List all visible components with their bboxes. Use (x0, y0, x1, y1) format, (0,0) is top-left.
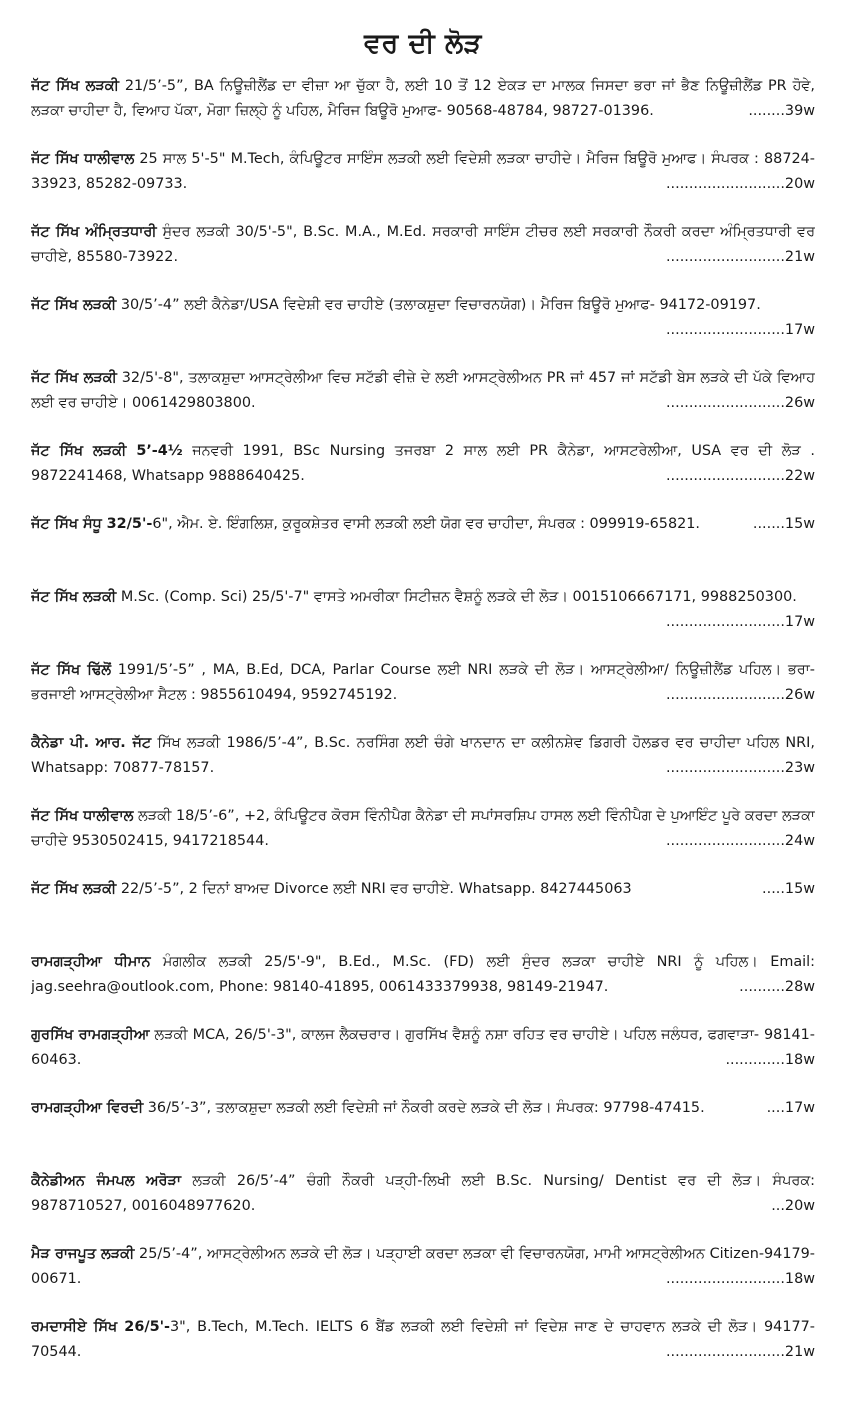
ad-lead: ਗੁਰਸਿੱਖ ਰਾਮਗੜ੍ਹੀਆ (31, 1027, 150, 1043)
ad-text: ਸੁੰਦਰ ਲੜਕੀ 30/5'-5", B.Sc. M.A., M.Ed. ਸਰਕਾਰੀ ਸਾਇੰਸ ਟੀਚਰ ਲਈ ਸਰਕਾਰੀ ਨੌਕਰੀ ਕਰਦਾ ਅੰਮ੍ਰਿਤਧਾਰੀ ਵਰ ਚਾਹੀਏ, 85580-73922. (31, 224, 815, 265)
ad-text: ਲੜਕੀ 18/5’-6”, +2, ਕੰਪਿਊਟਰ ਕੋਰਸ ਵਿੰਨੀਪੈਗ ਕੈਨੇਡਾ ਦੀ ਸਪਾਂਸਰਸ਼ਿਪ ਹਾਸਲ ਲਈ ਵਿੰਨੀਪੈਗ ਦੇ ਪੁਆਇੰਟ ਪੂਰੇ ਕਰਦਾ ਲੜਕਾ ਚਾਹੀਦੇ 9530502415, 9417218544. (31, 808, 815, 849)
ad-code: ..........................21w (665, 249, 815, 265)
ad-code: .......15w (752, 516, 815, 532)
ad-code: ..........................17w (665, 614, 815, 630)
ad-text: 36/5’-3”, ਤਲਾਕਸ਼ੁਦਾ ਲੜਕੀ ਲਈ ਵਿਦੇਸ਼ੀ ਜਾਂ ਨੌਕਰੀ ਕਰਦੇ ਲੜਕੇ ਦੀ ਲੋੜ। ਸੰਪਰਕ: 97798-47415. (143, 1100, 705, 1116)
ad-lead: ਜੱਟ ਸਿੱਖ ਢਿੱਲੋਂ (31, 662, 112, 678)
ad-lead: ਰਮਦਾਸੀਏ ਸਿੱਖ 26/5'- (31, 1319, 170, 1335)
ad-entry (31, 1096, 815, 1144)
ad-text: 25/5’-4”, ਆਸਟ੍ਰੇਲੀਅਨ ਲੜਕੇ ਦੀ ਲੋੜ। ਪੜ੍ਹਾਈ ਕਰਦਾ ਲੜਕਾ ਵੀ ਵਿਚਾਰਨਯੋਗ, ਮਾਮੀ ਆਸਟ੍ਰੇਲੀਅਨ Citizen-94179-00671. (31, 1246, 815, 1287)
ad-code: ..........................26w (665, 395, 815, 411)
ad-text: ਜਨਵਰੀ 1991, BSc Nursing ਤਜਰਬਾ 2 ਸਾਲ ਲਈ PR ਕੈਨੇਡਾ, ਆਸਟਰੇਲੀਆ, USA ਵਰ ਦੀ ਲੋੜ . 9872241468, Whatsapp 9888640425. (31, 443, 815, 484)
ad-text: 25 ਸਾਲ 5'-5" M.Tech, ਕੰਪਿਊਟਰ ਸਾਇੰਸ ਲੜਕੀ ਲਈ ਵਿਦੇਸ਼ੀ ਲੜਕਾ ਚਾਹੀਦੇ। ਮੈਰਿਜ ਬਿਊਰੋ ਮੁਆਫ। ਸੰਪਰਕ : 88724-33923, 85282-09733. (31, 151, 815, 192)
ad-entry (31, 512, 815, 560)
ad-entry (31, 877, 815, 925)
ad-lead: ਜੱਟ ਸਿੱਖ ਲੜਕੀ (31, 297, 117, 313)
ad-code: ..........................21w (665, 1344, 815, 1360)
ad-text: 1991/5’-5” , MA, B.Ed, DCA, Parlar Course ਲਈ NRI ਲੜਕੇ ਦੀ ਲੋੜ। ਆਸਟ੍ਰੇਲੀਆ/ ਨਿਊਜ਼ੀਲੈਂਡ ਪਹਿਲ। ਭਰਾ-ਭਰਜਾਈ ਆਸਟ੍ਰੇਲੀਆ ਸੈਟਲ : 9855610494, 9592745192. (31, 662, 815, 703)
ad-lead: ਕੈਨੇਡੀਅਨ ਜੰਮਪਲ ਅਰੋੜਾ (31, 1173, 181, 1189)
ad-entry (31, 1169, 815, 1217)
ad-entry (31, 220, 815, 268)
ad-lead: ਜੱਟ ਸਿੱਖ ਧਾਲੀਵਾਲ (31, 151, 135, 167)
ad-code: ..........................22w (665, 468, 815, 484)
ad-code: ..........................18w (665, 1271, 815, 1287)
ad-lead: ਜੱਟ ਸਿੱਖ ਲੜਕੀ (31, 881, 117, 897)
ad-text: ਲੜਕੀ MCA, 26/5'-3", ਕਾਲਜ ਲੈਕਚਰਾਰ। ਗੁਰਸਿੱਖ ਵੈਸ਼ਨੂੰ ਨਸ਼ਾ ਰਹਿਤ ਵਰ ਚਾਹੀਏ। ਪਹਿਲ ਜਲੰਧਰ, ਫਗਵਾੜਾ- 98141-60463. (31, 1027, 815, 1068)
ad-entry (31, 658, 815, 706)
page-title: ਵਰ ਦੀ ਲੋੜ (364, 28, 482, 59)
ad-entry (31, 1242, 815, 1290)
ad-text: 22/5’-5”, 2 ਦਿਨਾਂ ਬਾਅਦ Divorce ਲਈ NRI ਵਰ ਚਾਹੀਏ. Whatsapp. 8427445063 (116, 881, 632, 897)
ad-code: ..........................26w (665, 687, 815, 703)
ad-text: 3", B.Tech, M.Tech. IELTS 6 ਬੈਂਡ ਲੜਕੀ ਲਈ ਵਿਦੇਸ਼ੀ ਜਾਂ ਵਿਦੇਸ਼ ਜਾਣ ਦੇ ਚਾਹਵਾਨ ਲੜਕੇ ਦੀ ਲੋੜ। 94177-70544. (31, 1319, 815, 1360)
ad-lead: ਜੱਟ ਸਿੱਖ ਲੜਕੀ (31, 78, 119, 94)
ad-code: ...20w (771, 1198, 815, 1214)
ads-list (31, 74, 815, 1363)
ad-entry (31, 147, 815, 195)
ad-code: ..........28w (739, 979, 815, 995)
ad-entry (31, 804, 815, 852)
ad-lead: ਰਾਮਗੜ੍ਹੀਆ ਵਿਰਦੀ (31, 1100, 144, 1116)
ad-code: ........39w (748, 103, 815, 119)
ad-code: ..........................24w (665, 833, 815, 849)
ad-text: ਸਿੱਖ ਲੜਕੀ 1986/5’-4”, B.Sc. ਨਰਸਿੰਗ ਲਈ ਚੰਗੇ ਖਾਨਦਾਨ ਦਾ ਕਲੀਨਸ਼ੇਵ ਡਿਗਰੀ ਹੋਲਡਰ ਵਰ ਚਾਹੀਦਾ ਪਹਿਲ NRI, Whatsapp: 70877-78157. (31, 735, 815, 776)
ad-entry (31, 731, 815, 779)
ad-code: .....15w (762, 881, 815, 897)
ad-text: ਲੜਕੀ 26/5’-4” ਚੰਗੀ ਨੌਕਰੀ ਪੜ੍ਹੀ-ਲਿਖੀ ਲਈ B.Sc. Nursing/ Dentist ਵਰ ਦੀ ਲੋੜ। ਸੰਪਰਕ: 9878710527, 0016048977620. (31, 1173, 815, 1214)
ad-lead: ਜੱਟ ਸਿੱਖ ਲੜਕੀ (31, 370, 117, 386)
ad-lead: ਕੈਨੇਡਾ ਪੀ. ਆਰ. ਜੱਟ (31, 735, 152, 751)
ad-text: ਮੰਗਲੀਕ ਲੜਕੀ 25/5'-9", B.Ed., M.Sc. (FD) ਲਈ ਸੁੰਦਰ ਲੜਕਾ ਚਾਹੀਏ NRI ਨੂੰ ਪਹਿਲ। Email: jag.seehra@outlook.com, Phone: 98140-41895, 0061433379938, 98149-21947. (31, 954, 815, 995)
ad-entry (31, 950, 815, 998)
ad-lead: ਜੱਟ ਸਿੱਖ ਲੜਕੀ 5’-4½ (31, 443, 183, 459)
ad-code: ....17w (766, 1100, 815, 1116)
ad-code: ..........................17w (665, 322, 815, 338)
ad-entry (31, 439, 815, 487)
ad-entry (31, 1023, 815, 1071)
ad-code: ..........................23w (665, 760, 815, 776)
ad-entry (31, 585, 815, 633)
ad-entry (31, 1315, 815, 1363)
ad-entry (31, 293, 815, 341)
ad-lead: ਜੱਟ ਸਿੱਖ ਲੜਕੀ (31, 589, 117, 605)
ad-entry (31, 366, 815, 414)
ad-lead: ਜੱਟ ਸਿੱਖ ਅੰਮ੍ਰਿਤਧਾਰੀ (31, 224, 157, 240)
ad-text: M.Sc. (Comp. Sci) 25/5'-7" ਵਾਸਤੇ ਅਮਰੀਕਾ ਸਿਟੀਜ਼ਨ ਵੈਸ਼ਨੂੰ ਲੜਕੇ ਦੀ ਲੋੜ। 0015106667171, 9988250300. (116, 589, 797, 605)
ad-lead: ਰਾਮਗੜ੍ਹੀਆ ਧੀਮਾਨ (31, 954, 151, 970)
ad-lead: ਮੈੜ ਰਾਜਪੂਤ ਲੜਕੀ (31, 1246, 135, 1262)
ad-code: ..........................20w (665, 176, 815, 192)
ad-text: 30/5’-4” ਲਈ ਕੈਨੇਡਾ/USA ਵਿਦੇਸ਼ੀ ਵਰ ਚਾਹੀਏ (ਤਲਾਕਸ਼ੁਦਾ ਵਿਚਾਰਨਯੋਗ)। ਮੈਰਿਜ ਬਿਊਰੋ ਮੁਆਫ- 94172-09197. (116, 297, 761, 313)
ad-text: 21/5’-5”, BA ਨਿਊਜ਼ੀਲੈਂਡ ਦਾ ਵੀਜ਼ਾ ਆ ਚੁੱਕਾ ਹੈ, ਲਈ 10 ਤੋਂ 12 ਏਕੜ ਦਾ ਮਾਲਕ ਜਿਸਦਾ ਭਰਾ ਜਾਂ ਭੈਣ ਨਿਊਜ਼ੀਲੈਂਡ PR ਹੋਵੇ, ਲੜਕਾ ਚਾਹੀਦਾ ਹੈ, ਵਿਆਹ ਪੱਕਾ, ਮੋਗਾ ਜ਼ਿਲ੍ਹੇ ਨੂੰ ਪਹਿਲ, ਮੈਰਿਜ ਬਿਊਰੋ ਮੁਆਫ- 90568-48784, 98727-01396. (31, 78, 815, 119)
ad-text: 32/5'-8", ਤਲਾਕਸ਼ੁਦਾ ਆਸਟ੍ਰੇਲੀਆ ਵਿਚ ਸਟੱਡੀ ਵੀਜ਼ੇ ਦੇ ਲਈ ਆਸਟ੍ਰੇਲੀਅਨ PR ਜਾਂ 457 ਜਾਂ ਸਟੱਡੀ ਬੇਸ ਲੜਕੇ ਦੀ ਪੱਕੇ ਵਿਆਹ ਲਈ ਵਰ ਚਾਹੀਏ। 0061429803800. (31, 370, 815, 411)
ad-lead: ਜੱਟ ਸਿੱਖ ਸੰਧੂ 32/5'- (31, 516, 153, 532)
ad-code: .............18w (725, 1052, 815, 1068)
ad-entry (31, 74, 815, 122)
ad-lead: ਜੱਟ ਸਿੱਖ ਧਾਲੀਵਾਲ (31, 808, 134, 824)
ad-text: 6", ਐਮ. ਏ. ਇੰਗਲਿਸ਼, ਕੁਰੂਕਸ਼ੇਤਰ ਵਾਸੀ ਲੜਕੀ ਲਈ ਯੋਗ ਵਰ ਚਾਹੀਦਾ, ਸੰਪਰਕ : 099919-65821. (152, 516, 701, 532)
